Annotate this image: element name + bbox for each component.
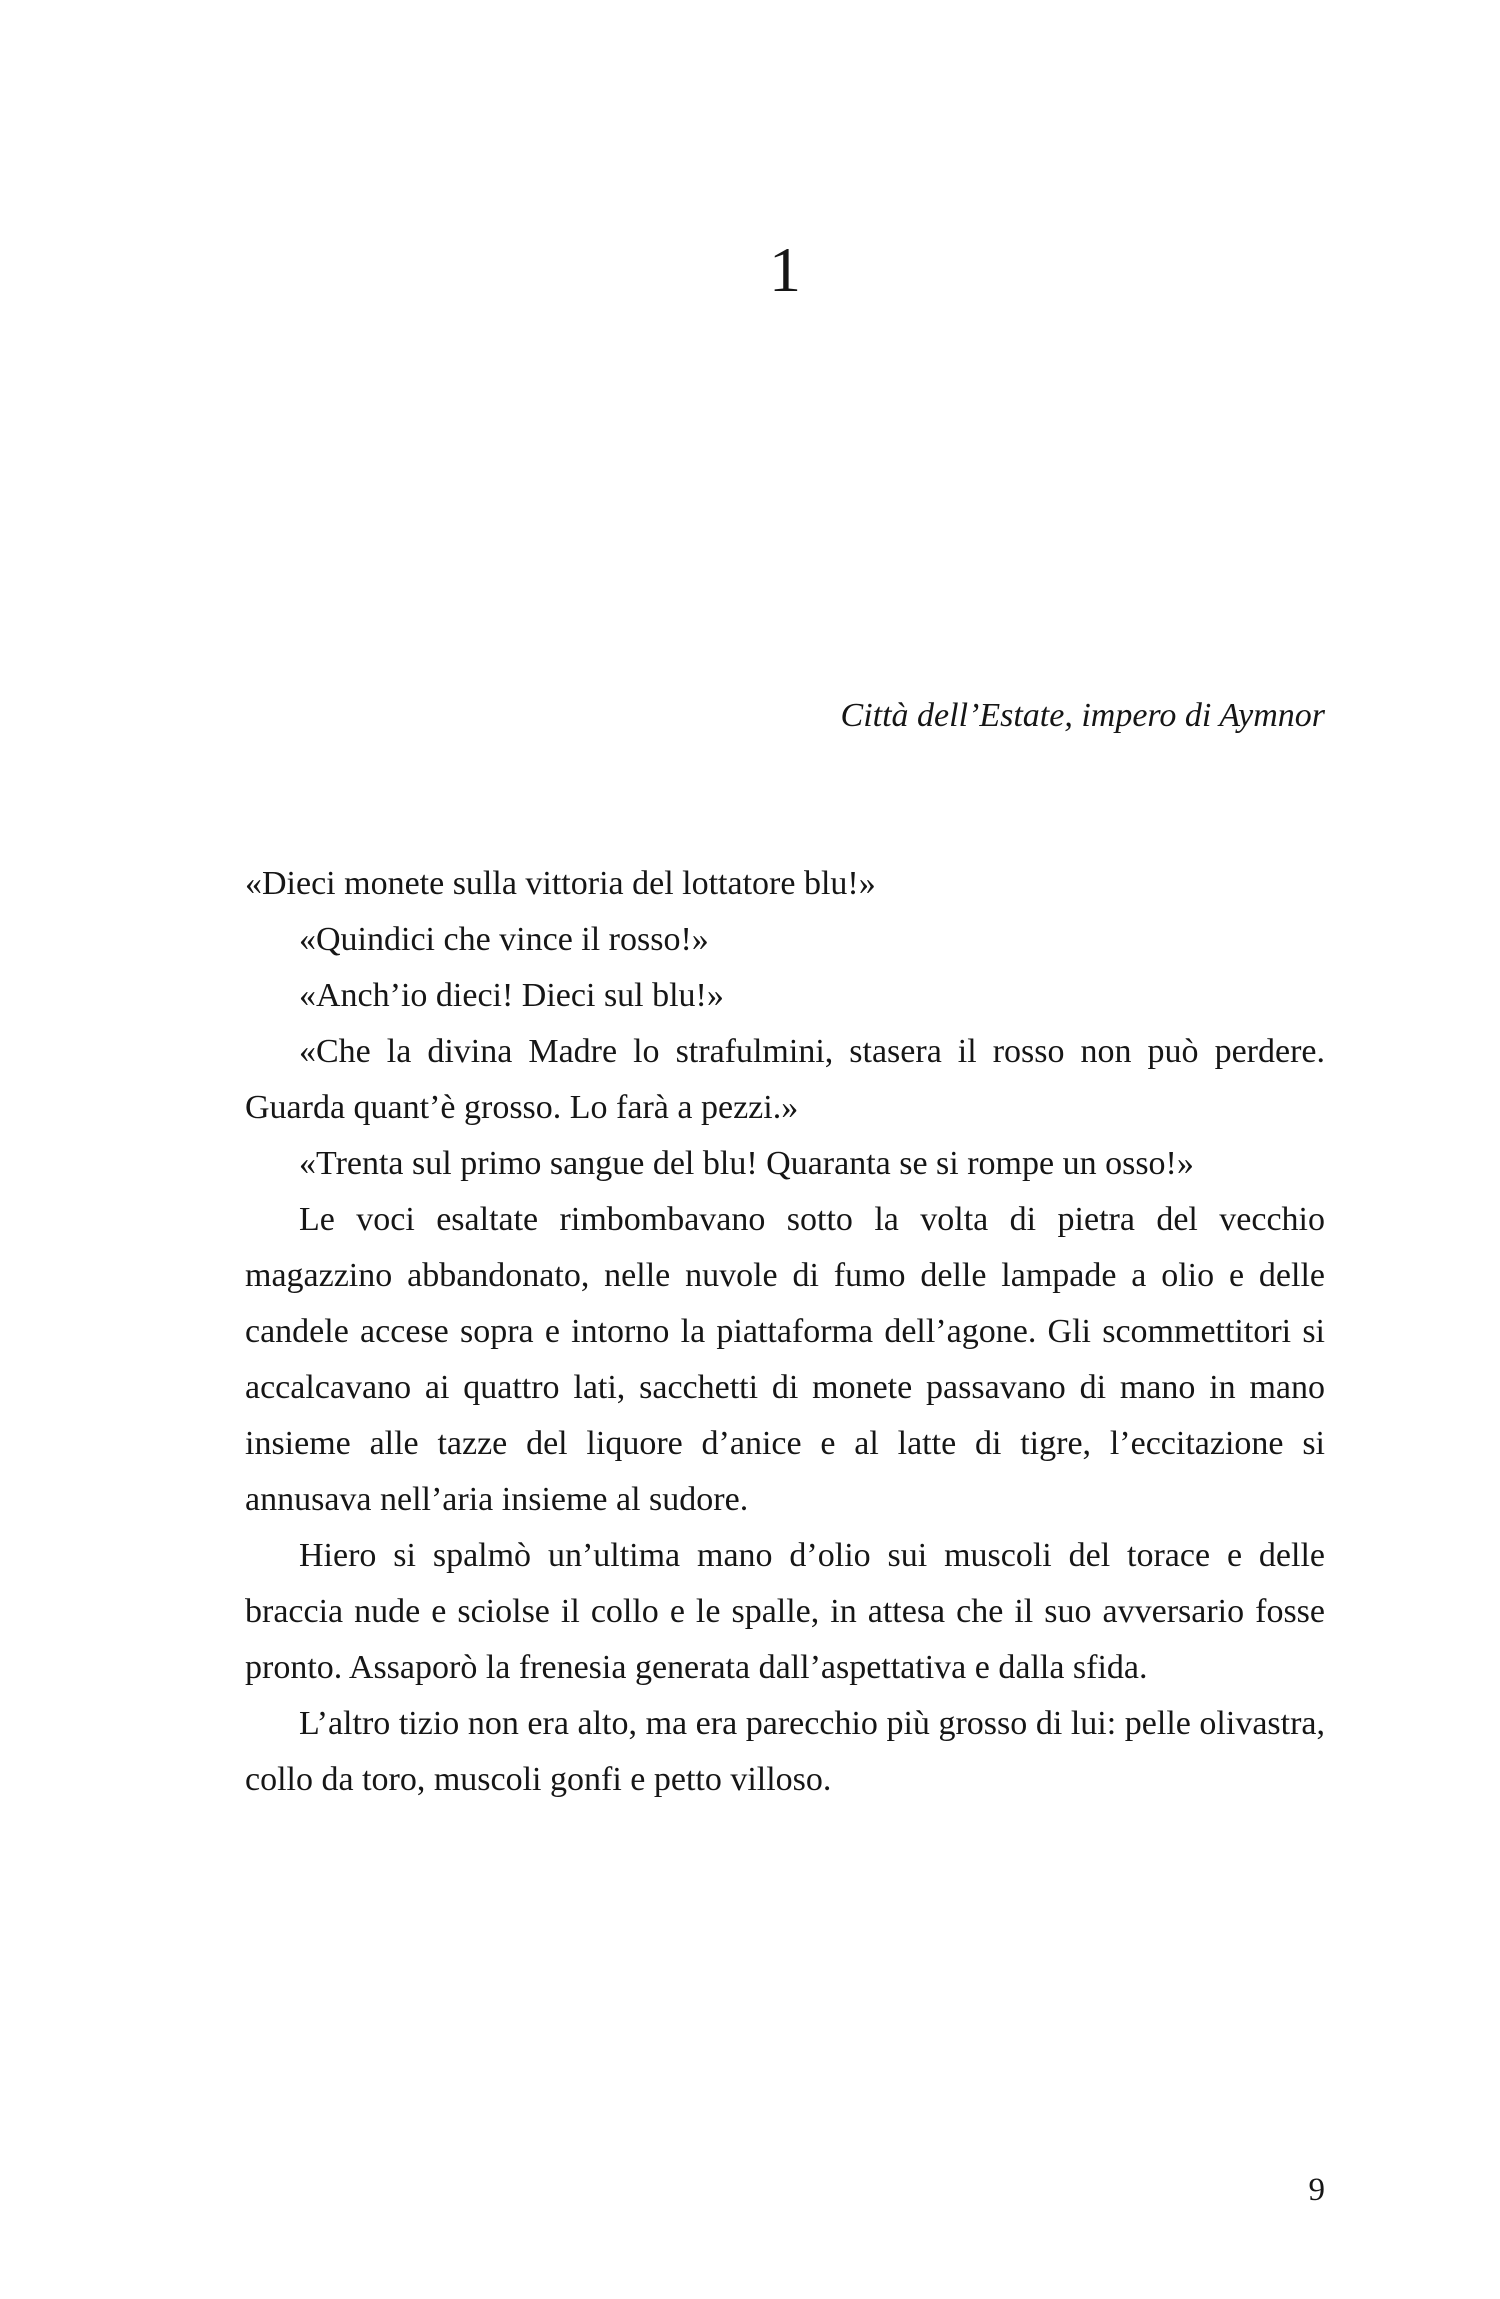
paragraph: «Che la divina Madre lo strafulmini, stasera il rosso non può perdere. Guarda quant’è grosso. Lo farà a pezzi.»: [245, 1033, 1325, 1127]
chapter-number: 1: [769, 234, 801, 305]
paragraph: «Quindici che vince il rosso!»: [299, 921, 709, 959]
dateline: Città dell’Estate, impero di Aymnor: [840, 697, 1325, 734]
paragraph: Hiero si spalmò un’ultima mano d’olio sui muscoli del torace e delle braccia nude e sciolse il collo e le spalle, in attesa che il suo avversario fosse pronto. Assaporò la frenesia generata dall’aspettativa e dalla sfida.: [245, 1537, 1325, 1687]
paragraph: L’altro tizio non era alto, ma era parecchio più grosso di lui: pelle olivastra, collo da toro, muscoli gonfi e petto villoso.: [245, 1705, 1325, 1799]
paragraph: «Anch’io dieci! Dieci sul blu!»: [299, 977, 724, 1015]
paragraph: Le voci esaltate rimbombavano sotto la volta di pietra del vecchio magazzino abbandonato, nelle nuvole di fumo delle lampade a olio e delle candele accese sopra e intorno la piattaforma dell’agone. Gli scommettitori si accalcavano ai quattro lati, sacchetti di monete passavano di mano in mano insieme alle tazze del liquore d’anice e al latte di tigre, l’eccitazione si annusava nell’aria insieme al sudore.: [245, 1201, 1325, 1519]
body-text: [245, 856, 1325, 1808]
paragraph: «Trenta sul primo sangue del blu! Quaranta se si rompe un osso!»: [299, 1145, 1194, 1183]
paragraph: «Dieci monete sulla vittoria del lottatore blu!»: [245, 865, 876, 903]
page-number: 9: [1308, 2172, 1325, 2208]
